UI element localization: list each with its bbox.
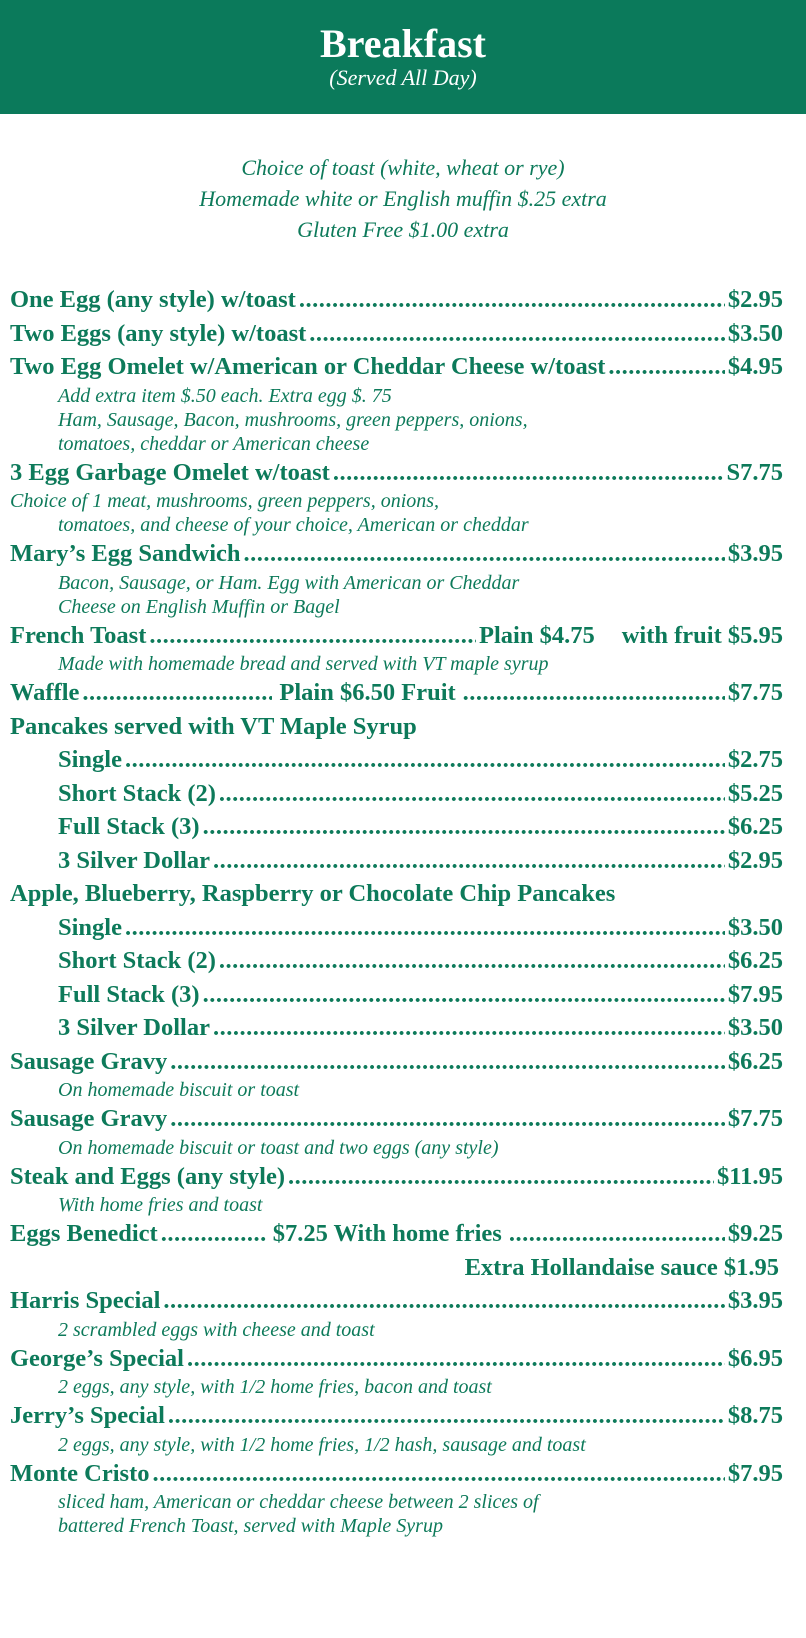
item-price-plain: Plain $6.50 Fruit [279, 679, 456, 706]
dot-leader [170, 1045, 725, 1079]
dot-leader [219, 777, 725, 811]
menu-list [10, 283, 783, 1538]
item-price: $7.95 [727, 980, 783, 1008]
item-price: $9.25 [727, 1220, 783, 1247]
menu-item-fruit-pancake-single [10, 911, 783, 945]
menu-item-sausage-gravy-eggs [10, 1102, 783, 1136]
item-note: On homemade biscuit or toast [58, 1079, 300, 1101]
menu-item-eggs-benedict [10, 1217, 783, 1251]
item-note: battered French Toast, served with Maple Syrup [58, 1515, 443, 1537]
intro-line: Gluten Free $1.00 extra [297, 217, 509, 242]
menu-item-omelet [10, 350, 783, 384]
item-price-fruit: with fruit $5.95 [621, 621, 783, 649]
item-name: Full Stack (3) [58, 980, 200, 1008]
dot-leader [333, 456, 724, 490]
dot-leader [170, 1102, 725, 1136]
item-note: 2 eggs, any style, with 1/2 home fries, bacon and toast [58, 1376, 492, 1398]
pancakes-heading [10, 710, 783, 744]
item-price: $2.95 [727, 846, 783, 874]
item-note: Made with homemade bread and served with VT maple syrup [58, 653, 549, 675]
section-title: Apple, Blueberry, Raspberry or Chocolate Chip Pancakes [10, 880, 616, 907]
item-price: $7.95 [727, 1459, 783, 1487]
page-title: Breakfast [320, 21, 486, 66]
item-note: Bacon, Sausage, or Ham. Egg with American or Cheddar [58, 571, 520, 594]
dot-leader [163, 1284, 724, 1318]
intro-line: Homemade white or English muffin $.25 extra [199, 186, 607, 211]
item-name: Steak and Eggs (any style) [10, 1162, 285, 1190]
item-note: Choice of 1 meat, mushrooms, green peppers, onions, [10, 490, 440, 512]
menu-item-two-eggs [10, 317, 783, 351]
item-price: $11.95 [716, 1162, 783, 1190]
item-note: 2 eggs, any style, with 1/2 home fries, 1/2 hash, sausage and toast [58, 1433, 586, 1456]
item-note: tomatoes, cheddar or American cheese [58, 432, 370, 455]
item-note: 2 scrambled eggs with cheese and toast [58, 1318, 375, 1341]
item-price: $7.75 [727, 1105, 783, 1132]
fruit-pancakes-heading [10, 877, 783, 911]
dot-leader [125, 911, 725, 945]
item-note: Ham, Sausage, Bacon, mushrooms, green peppers, onions, [58, 408, 528, 431]
menu-item-fruit-pancake-silver-dollar [10, 1011, 783, 1045]
dot-leader [463, 676, 725, 710]
item-price: $4.95 [727, 353, 783, 380]
menu-item-george-special [10, 1342, 783, 1376]
item-name: One Egg (any style) w/toast [10, 286, 296, 313]
dot-leader [161, 1217, 266, 1251]
item-name: Sausage Gravy [10, 1047, 168, 1075]
item-name: Harris Special [10, 1287, 161, 1314]
item-note: On homemade biscuit or toast and two eggs (any style) [58, 1136, 499, 1159]
item-price-plain: $7.25 With home fries [272, 1220, 502, 1247]
item-name: George’s Special [10, 1344, 184, 1372]
item-name: Sausage Gravy [10, 1105, 168, 1132]
item-price: $7.75 [727, 679, 783, 706]
item-price: $8.75 [727, 1402, 783, 1429]
item-note: Cheese on English Muffin or Bagel [58, 595, 340, 618]
item-name: 3 Silver Dollar [58, 846, 210, 874]
item-name: Single [58, 913, 122, 941]
item-note: With home fries and toast [58, 1194, 263, 1216]
menu-item-harris-special [10, 1284, 783, 1318]
menu-item-monte-cristo [10, 1457, 783, 1491]
item-name: Monte Cristo [10, 1459, 150, 1487]
item-name: Short Stack (2) [58, 779, 216, 807]
item-name: Mary’s Egg Sandwich [10, 540, 241, 567]
item-note: Add extra item $.50 each. Extra egg $. 75 [58, 384, 392, 407]
dot-leader [288, 1160, 714, 1194]
menu-item-pancake-single [10, 743, 783, 777]
item-name: Waffle [10, 679, 80, 706]
item-price: $6.25 [727, 1047, 783, 1075]
intro-line: Choice of toast (white, wheat or rye) [241, 155, 565, 180]
item-name: Short Stack (2) [58, 947, 216, 974]
toast-options [0, 152, 806, 245]
menu-item-garbage-omelet [10, 456, 783, 490]
dot-leader [152, 1457, 724, 1491]
dot-leader [309, 317, 725, 351]
dot-leader [213, 1011, 725, 1045]
dot-leader [219, 944, 725, 978]
item-price: $2.95 [727, 286, 783, 313]
item-name: 3 Egg Garbage Omelet w/toast [10, 458, 330, 486]
menu-item-waffle [10, 676, 783, 710]
item-note: tomatoes, and cheese of your choice, American or cheddar [58, 514, 529, 536]
menu-item-one-egg [10, 283, 783, 317]
hollandaise-extra: Extra Hollandaise sauce $1.95 [464, 1253, 779, 1281]
dot-leader [608, 350, 724, 384]
menu-header [0, 0, 806, 114]
item-price: $6.25 [727, 813, 783, 840]
menu-item-pancake-short-stack [10, 777, 783, 811]
item-name: Two Egg Omelet w/American or Cheddar Cheese w/toast [10, 353, 606, 380]
dot-leader [509, 1217, 725, 1251]
menu-item-pancake-full-stack [10, 810, 783, 844]
menu-item-fruit-pancake-short-stack [10, 944, 783, 978]
dot-leader [168, 1399, 725, 1433]
item-price-plain: Plain $4.75 [478, 621, 595, 649]
dot-leader [203, 810, 725, 844]
item-price: $3.95 [727, 540, 783, 567]
item-name: Two Eggs (any style) w/toast [10, 319, 307, 347]
menu-item-jerry-special [10, 1399, 783, 1433]
menu-item-fruit-pancake-full-stack [10, 978, 783, 1012]
item-price: $2.75 [727, 746, 783, 773]
item-price: $3.95 [727, 1287, 783, 1314]
item-name: Jerry’s Special [10, 1402, 165, 1429]
menu-item-steak-eggs [10, 1160, 783, 1194]
item-name: French Toast [10, 621, 147, 649]
item-note: sliced ham, American or cheddar cheese between 2 slices of [58, 1491, 539, 1513]
item-price: $6.95 [727, 1344, 783, 1372]
item-price: $6.25 [727, 947, 783, 974]
page-subtitle: (Served All Day) [329, 65, 477, 90]
menu-item-sausage-gravy [10, 1045, 783, 1079]
item-name: Single [58, 746, 122, 773]
dot-leader [82, 676, 272, 710]
item-price: S7.75 [726, 458, 783, 486]
menu-item-pancake-silver-dollar [10, 844, 783, 878]
dot-leader [299, 283, 725, 317]
dot-leader [125, 743, 725, 777]
item-price: $5.25 [727, 779, 783, 807]
dot-leader [213, 844, 725, 878]
menu-item-french-toast [10, 619, 783, 653]
item-name: 3 Silver Dollar [58, 1014, 210, 1041]
item-name: Full Stack (3) [58, 813, 200, 840]
item-name: Eggs Benedict [10, 1220, 158, 1247]
dot-leader [244, 537, 725, 571]
section-title: Pancakes served with VT Maple Syrup [10, 712, 417, 740]
item-price: $3.50 [727, 913, 783, 941]
menu-item-mary-sandwich [10, 537, 783, 571]
item-price: $3.50 [727, 319, 783, 347]
item-price: $3.50 [727, 1014, 783, 1041]
dot-leader [149, 619, 476, 653]
dot-leader [203, 978, 725, 1012]
dot-leader [187, 1342, 725, 1376]
